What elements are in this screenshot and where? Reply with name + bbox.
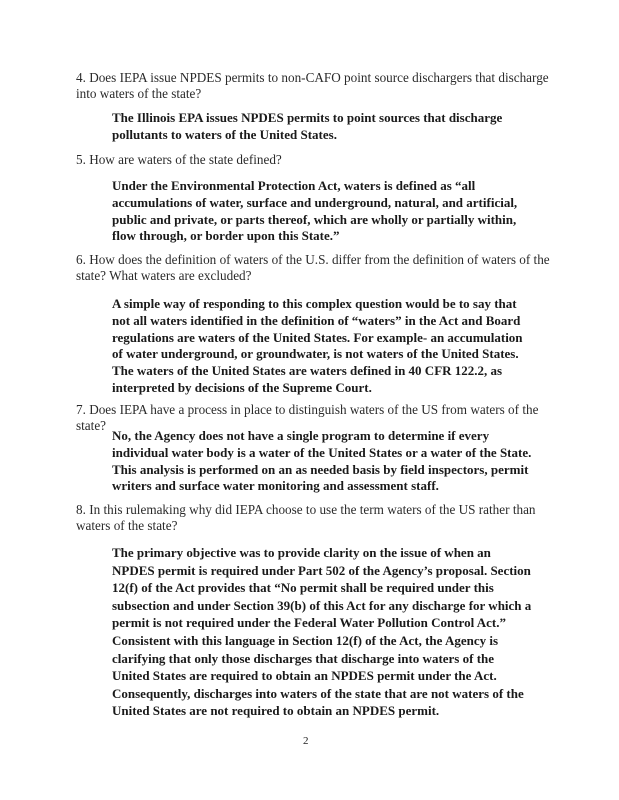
question-8: 8. In this rulemaking why did IEPA choose to use the term waters of the US rather than waters of the state? (76, 502, 536, 533)
answer-6: A simple way of responding to this complex question would be to say that not all waters identified in the definition of “waters” in the Act and Board regulations are waters of the United States. For example- an accumulation of water underground, or groundwater, is not waters of the United States. The waters of the United States are waters defined in 40 CFR 122.2, as interpreted by decisions of the Supreme Court. (112, 296, 523, 395)
page-number: 2 (303, 735, 309, 747)
answer-8: The primary objective was to provide clarity on the issue of when an NPDES permit is required under Part 502 of the Agency’s proposal. Section 12(f) of the Act provides that “No permit shall be required under this subsection and under Section 39(b) of this Act for any discharge for which a permit is not required under the Federal Water Pollution Control Act.” Consistent with this language in Section 12(f) of the Act, the Agency is clarifying that only those discharges that discharge into waters of the United States are required to obtain an NPDES permit under the Act. Consequently, discharges into waters of the state that are not waters of the United States are not required to obtain an NPDES permit. (112, 545, 532, 719)
answer-4: The Illinois EPA issues NPDES permits to point sources that discharge pollutants to waters of the United States. (112, 110, 503, 142)
question-4: 4. Does IEPA issue NPDES permits to non-CAFO point source dischargers that discharge into waters of the state? (76, 70, 549, 101)
answer-5: Under the Environmental Protection Act, waters is defined as “all accumulations of water, surface and underground, natural, and artificial, public and private, or parts thereof, which are wholly or partially within, flow through, or border upon this State.” (112, 178, 518, 244)
answer-7: No, the Agency does not have a single program to determine if every individual water body is a water of the United States or a water of the State. This analysis is performed on an as needed basis by field inspectors, permit writers and surface water monitoring and assessment staff. (112, 428, 532, 494)
question-5: 5. How are waters of the state defined? (76, 152, 282, 167)
question-7: 7. Does IEPA have a process in place to distinguish waters of the US from waters of the state? (76, 402, 539, 433)
question-6: 6. How does the definition of waters of the U.S. differ from the definition of waters of the state? What waters are excluded? (76, 252, 550, 283)
